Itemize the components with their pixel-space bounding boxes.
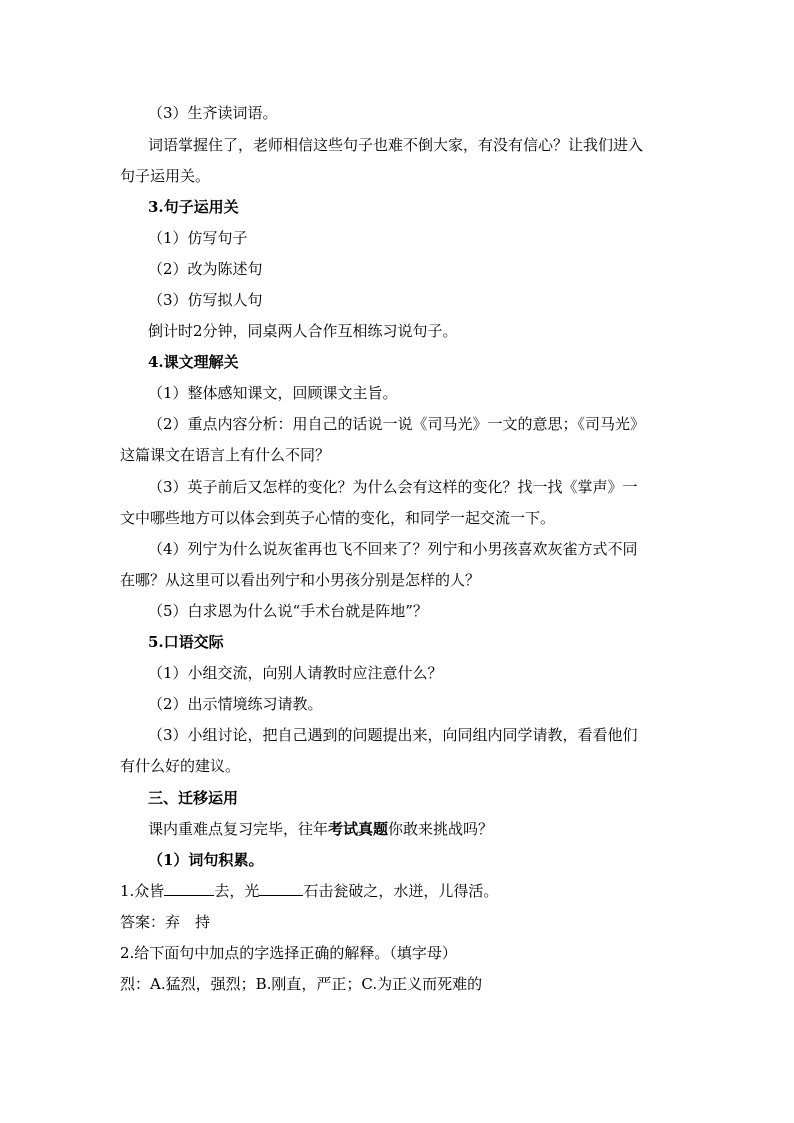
section-heading-5: 5.口语交际: [148, 633, 224, 651]
list-item-3-1: （1）仿写句子: [148, 229, 248, 247]
intro-text-bold: 考试真题: [328, 820, 389, 838]
question-1: [120, 881, 498, 901]
intro-text-before: 课内重难点复习完毕，往年: [148, 820, 329, 838]
question-2-options: 烈：A.猛烈，强烈；B.刚直，严正；C.为正义而死难的: [120, 975, 483, 993]
list-item-3-2: （2）改为陈述句: [148, 260, 263, 278]
answer-blank-2: [259, 881, 303, 896]
list-item-4-4-line2: 在哪？从这里可以看出列宁和小男孩分别是怎样的人？: [120, 571, 481, 589]
list-item-5-3-line2: 有什么好的建议。: [120, 757, 241, 775]
list-item-4-2-line1: （2）重点内容分析：用自己的话说一说《司马光》一文的意思；《司马光》: [148, 415, 646, 433]
paragraph-step-3: （3）生齐读词语。: [148, 104, 278, 122]
question-1-part-b: 去，光: [214, 882, 260, 900]
section-heading-three: 三、迁移运用: [148, 789, 239, 807]
intro-text-after: 你敢来挑战吗？: [388, 820, 494, 838]
answer-1: 答案：弃 持: [120, 913, 211, 931]
paragraph-transition-line2: 句子运用关。: [120, 167, 211, 185]
list-item-4-4-line1: （4）列宁为什么说灰雀再也飞不回来了？列宁和小男孩喜欢灰雀方式不同: [148, 540, 638, 558]
list-item-3-3: （3）仿写拟人句: [148, 291, 263, 309]
question-1-part-a: 1.众皆: [120, 882, 165, 900]
list-item-5-1: （1）小组交流，向别人请教时应注意什么？: [148, 664, 443, 682]
list-item-5-3-line1: （3）小组讨论，把自己遇到的问题提出来，向同组内同学请教，看看他们: [148, 726, 638, 744]
answer-blank-1: [164, 881, 214, 896]
list-item-4-2-line2: 这篇课文在语言上有什么不同？: [120, 446, 331, 464]
list-item-4-3-line1: （3）英子前后又怎样的变化？为什么会有这样的变化？找一找《掌声》一: [148, 478, 638, 496]
section-heading-4: 4.课文理解关: [148, 353, 239, 371]
list-item-4-5: （5）白求恩为什么说“手术台就是阵地”？: [148, 602, 428, 620]
paragraph-challenge-intro: [148, 819, 493, 839]
subsection-heading-1: （1）词句积累。: [148, 851, 264, 869]
paragraph-countdown: 倒计时2分钟，同桌两人合作互相练习说句子。: [148, 322, 458, 340]
list-item-5-2: （2）出示情境练习请教。: [148, 695, 323, 713]
question-2: 2.给下面句中加点的字选择正确的解释。（填字母）: [120, 944, 457, 962]
section-heading-3: 3.句子运用关: [148, 198, 239, 216]
paragraph-transition-line1: 词语掌握住了，老师相信这些句子也难不倒大家，有没有信心？让我们进入: [148, 136, 644, 154]
list-item-4-3-line2: 文中哪些地方可以体会到英子心情的变化，和同学一起交流一下。: [120, 509, 556, 527]
question-1-part-c: 石击瓮破之，水迸，儿得活。: [303, 882, 499, 900]
list-item-4-1: （1）整体感知课文，回顾课文主旨。: [148, 384, 398, 402]
